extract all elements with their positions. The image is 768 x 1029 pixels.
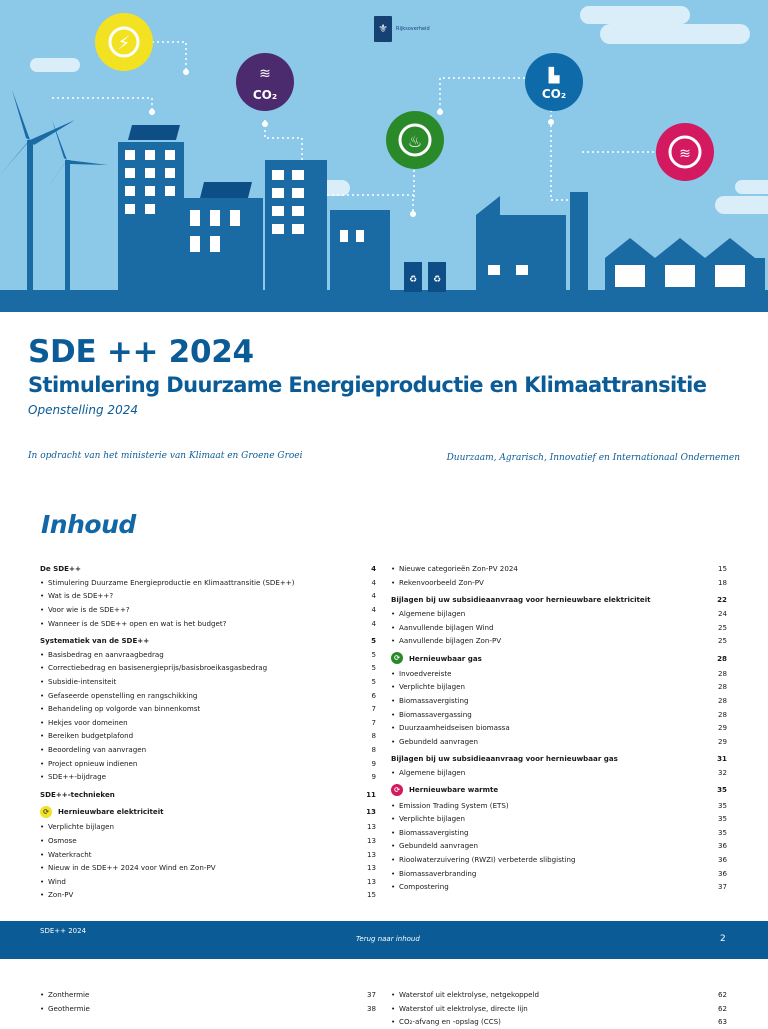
toc-entry-label (391, 855, 576, 864)
bullet-icon: • (391, 882, 396, 892)
toc-entry-text: Rioolwaterzuivering (RWZI) verbeterde slibgisting (399, 854, 576, 864)
toc-item-link[interactable] (40, 847, 376, 861)
toc-page-number: 22 (717, 595, 727, 605)
toc-entry-label (391, 784, 498, 796)
toc-page-number: 25 (717, 636, 727, 646)
toc-entry-text: CO₂-afvang en -opslag (CCS) (399, 1017, 501, 1027)
toc-entry-text: Wind (48, 876, 66, 886)
toc-entry-label (40, 578, 295, 587)
toc-page-number: 5 (371, 677, 376, 687)
bullet-icon: • (40, 849, 45, 859)
toc-page-number: 31 (717, 754, 727, 764)
toc-item-link[interactable] (40, 616, 376, 630)
bullet-icon: • (40, 690, 45, 700)
toc-page-number: 36 (717, 854, 727, 864)
toc-page-number: 4 (371, 564, 376, 574)
toc-entry-text: Subsidie-intensiteit (48, 677, 117, 687)
toc-page-number: 28 (717, 653, 727, 663)
toc-entry-label (391, 801, 509, 810)
bullet-icon: • (40, 835, 45, 845)
toc-entry-label (391, 578, 484, 587)
toc-entry-label (391, 595, 651, 604)
bullet-icon: • (391, 636, 396, 646)
organisation-label: Duurzaam, Agrarisch, Innovatief en Internationaal Ondernemen (446, 453, 740, 463)
toc-item-link[interactable] (391, 1015, 727, 1029)
toc-item-link[interactable] (391, 721, 727, 735)
page-footer (0, 921, 768, 959)
toc-entry-label (40, 850, 92, 859)
toc-entry-text: Zon-PV (48, 890, 74, 900)
toc-entry-label (391, 768, 465, 777)
toc-entry-label (40, 745, 146, 754)
toc-page-number: 32 (717, 768, 727, 778)
toc-entry-text: Aanvullende bijlagen Zon-PV (399, 636, 502, 646)
toc-entry-label (391, 869, 476, 878)
toc-entry-label (40, 564, 81, 573)
bullet-icon: • (40, 577, 45, 587)
toc-item-link[interactable] (40, 576, 376, 590)
renewable-fire-icon (386, 111, 444, 169)
bullet-icon: • (40, 717, 45, 727)
toc-entry-text: Wanneer is de SDE++ open en wat is het budget? (48, 618, 227, 628)
toc-item-link[interactable] (391, 620, 727, 634)
bullet-icon: • (391, 682, 396, 692)
toc-entry-label (40, 990, 89, 999)
toc-entry-text: Algemene bijlagen (399, 768, 466, 778)
toc-left-column (40, 562, 376, 902)
svg-text:♨: ♨ (407, 132, 423, 151)
factory-co2-icon (525, 53, 583, 111)
toc-page-number: 8 (371, 745, 376, 755)
toc-item-link[interactable] (391, 880, 727, 894)
bullet-icon: • (391, 868, 396, 878)
toc-section-link[interactable] (391, 752, 727, 766)
toc-item-link[interactable] (40, 888, 376, 902)
toc-entry-text: Basisbedrag en aanvraagbedrag (48, 649, 164, 659)
toc-entry-text: Waterkracht (48, 849, 92, 859)
toc-entry-label (40, 591, 113, 600)
toc-page-number: 13 (366, 807, 376, 817)
toc-entry-label (40, 863, 216, 872)
toc-item-link[interactable] (391, 798, 727, 812)
toc-item-link[interactable] (391, 866, 727, 880)
toc-item-link[interactable] (391, 680, 727, 694)
bullet-icon: • (40, 890, 45, 900)
toc-entry-label (391, 1004, 528, 1013)
lightning-icon (95, 13, 153, 71)
toc-entry-label (40, 605, 130, 614)
toc-entry-label (391, 990, 539, 999)
city-skyline-illustration (0, 0, 768, 312)
toc-entry-text: Behandeling op volgorde van binnenkomst (48, 704, 201, 714)
svg-text:≋: ≋ (259, 66, 271, 82)
toc-entry-text: Beoordeling van aanvragen (48, 745, 147, 755)
bullet-icon: • (40, 731, 45, 741)
page-subtitle: Stimulering Duurzame Energieproductie en Klimaattransitie (28, 373, 707, 397)
toc-entry-label (391, 696, 468, 705)
toc-page-number: 24 (717, 609, 727, 619)
toc-entry-text: Biomassavergassing (399, 709, 472, 719)
toc-page-number: 36 (717, 841, 727, 851)
toc-item-link[interactable] (391, 766, 727, 780)
toc-entry-label (391, 1017, 501, 1026)
bullet-icon: • (40, 863, 45, 873)
bullet-icon: • (391, 1003, 396, 1013)
toc-entry-text: Waterstof uit elektrolyse, directe lijn (399, 1003, 528, 1013)
toc-item-link[interactable] (40, 702, 376, 716)
toc-item-link[interactable] (391, 735, 727, 749)
bullet-icon: • (391, 827, 396, 837)
svg-text:▙: ▙ (548, 68, 560, 84)
toc-page-number: 36 (717, 868, 727, 878)
toc-page-number: 28 (717, 682, 727, 692)
bullet-icon: • (391, 564, 396, 574)
toc-right-column (391, 562, 727, 893)
bullet-icon: • (40, 745, 45, 755)
toc-entry-label (40, 822, 114, 831)
toc-entry-label (391, 814, 465, 823)
toc-item-link[interactable] (391, 839, 727, 853)
toc-item-link[interactable] (40, 661, 376, 675)
toc-page-number: 9 (371, 758, 376, 768)
toc-entry-label (391, 669, 452, 678)
toc-item-link[interactable] (391, 607, 727, 621)
bullet-icon: • (40, 663, 45, 673)
toc-entry-text: Gebundeld aanvragen (399, 736, 478, 746)
toc-item-link[interactable] (40, 675, 376, 689)
toc-entry-text: Rekenvoorbeeld Zon-PV (399, 577, 484, 587)
svg-text:CO₂: CO₂ (541, 87, 567, 101)
toc-item-link[interactable] (391, 826, 727, 840)
opening-label: Openstelling 2024 (28, 403, 138, 417)
svg-text:♻: ♻ (432, 275, 442, 285)
toc-entry-text: De SDE++ (40, 564, 81, 574)
toc-item-link[interactable] (391, 667, 727, 681)
bullet-icon: • (40, 605, 45, 615)
footer-doc-title: SDE++ 2024 (40, 927, 87, 935)
toc-entry-text: Verplichte bijlagen (399, 814, 465, 824)
toc-item-link[interactable] (40, 756, 376, 770)
toc-page-number: 9 (371, 772, 376, 782)
toc-page-number: 62 (717, 1003, 727, 1013)
bullet-icon: • (391, 709, 396, 719)
toc-entry-text: Verplichte bijlagen (399, 682, 465, 692)
toc-entry-label (40, 877, 66, 886)
toc-item-link[interactable] (391, 707, 727, 721)
next-page-left-column (40, 988, 376, 1015)
toc-item-link[interactable] (391, 812, 727, 826)
coat-of-arms-icon: ⚜ (374, 16, 392, 42)
toc-page-number: 29 (717, 723, 727, 733)
toc-entry-label (40, 691, 197, 700)
toc-page-number: 8 (371, 731, 376, 741)
heat-recycle-icon (656, 123, 714, 181)
toc-item-link[interactable] (40, 1002, 376, 1016)
bullet-icon: • (391, 696, 396, 706)
bullet-icon: • (40, 822, 45, 832)
toc-item-link[interactable] (40, 716, 376, 730)
bullet-icon: • (391, 577, 396, 587)
toc-entry-text: Gefaseerde openstelling en rangschikking (48, 690, 198, 700)
toc-entry-text: Zonthermie (48, 990, 90, 1000)
toc-entry-text: Bereiken budgetplafond (48, 731, 134, 741)
toc-category-link[interactable] (40, 803, 376, 820)
toc-page-number: 7 (371, 704, 376, 714)
toc-entry-label (40, 731, 133, 740)
toc-item-link[interactable] (40, 834, 376, 848)
toc-entry-label (40, 636, 149, 645)
hero-illustration (0, 0, 768, 312)
bullet-icon: • (391, 814, 396, 824)
toc-section-link[interactable] (40, 788, 376, 802)
bullet-icon: • (391, 736, 396, 746)
toc-item-link[interactable] (40, 729, 376, 743)
toc-section-link[interactable] (391, 593, 727, 607)
toc-entry-label (40, 759, 137, 768)
toc-item-link[interactable] (391, 576, 727, 590)
toc-item-link[interactable] (40, 648, 376, 662)
toc-entry-text: Biomassavergisting (399, 827, 469, 837)
toc-section-link[interactable] (40, 634, 376, 648)
toc-item-link[interactable] (391, 1002, 727, 1016)
toc-item-link[interactable] (40, 589, 376, 603)
bullet-icon: • (391, 622, 396, 632)
toc-page-number: 18 (717, 577, 727, 587)
toc-entry-text: Nieuwe categorieën Zon-PV 2024 (399, 564, 518, 574)
toc-entry-label (391, 841, 478, 850)
gas-category-icon: ⟳ (391, 652, 403, 664)
toc-entry-text: Stimulering Duurzame Energieproductie en Klimaattransitie (SDE++) (48, 577, 295, 587)
page-title: SDE ++ 2024 (28, 334, 254, 370)
toc-page-number: 13 (366, 822, 376, 832)
electricity-category-icon: ⟳ (40, 806, 52, 818)
toc-entry-text: Osmose (48, 835, 77, 845)
bullet-icon: • (391, 841, 396, 851)
toc-page-number: 28 (717, 696, 727, 706)
toc-entry-text: Nieuw in de SDE++ 2024 voor Wind en Zon-PV (48, 863, 216, 873)
toc-entry-text: Voor wie is de SDE++? (48, 605, 130, 615)
toc-page-number: 4 (371, 577, 376, 587)
toc-entry-text: Emission Trading System (ETS) (399, 800, 509, 810)
toc-page-number: 7 (371, 717, 376, 727)
toc-entry-text: Gebundeld aanvragen (399, 841, 478, 851)
toc-item-link[interactable] (40, 743, 376, 757)
bullet-icon: • (391, 854, 396, 864)
toc-category-link[interactable] (391, 781, 727, 798)
toc-page-number: 15 (717, 564, 727, 574)
toc-item-link[interactable] (40, 861, 376, 875)
next-page-right-column (391, 988, 727, 1029)
toc-entry-text: Wat is de SDE++? (48, 591, 114, 601)
heat-co2-icon (236, 53, 294, 111)
bullet-icon: • (40, 990, 45, 1000)
bullet-icon: • (40, 649, 45, 659)
toc-entry-text: Invoedvereiste (399, 668, 452, 678)
toc-page-number: 13 (366, 876, 376, 886)
bullet-icon: • (391, 768, 396, 778)
bullet-icon: • (391, 609, 396, 619)
toc-item-link[interactable] (391, 988, 727, 1002)
toc-page-number: 35 (717, 827, 727, 837)
toc-item-link[interactable] (40, 820, 376, 834)
toc-page-number: 5 (371, 649, 376, 659)
toc-entry-label (391, 652, 482, 664)
toc-entry-text: Compostering (399, 882, 449, 892)
toc-item-link[interactable] (391, 694, 727, 708)
toc-page-number: 37 (366, 990, 376, 1000)
toc-entry-label (40, 836, 77, 845)
bullet-icon: • (40, 1003, 45, 1013)
toc-entry-text: Bijlagen bij uw subsidieaanvraag voor hernieuwbaar gas (391, 754, 618, 764)
toc-page-number: 6 (371, 690, 376, 700)
toc-page-number: 62 (717, 990, 727, 1000)
toc-item-link[interactable] (391, 853, 727, 867)
toc-entry-text: Correctiebedrag en basisenergieprijs/basisbroeikasgasbedrag (48, 663, 268, 673)
toc-entry-text: SDE++-bijdrage (48, 772, 106, 782)
toc-entry-label (391, 710, 472, 719)
toc-entry-text: Bijlagen bij uw subsidieaanvraag voor hernieuwbare elektriciteit (391, 595, 651, 605)
toc-item-link[interactable] (391, 562, 727, 576)
toc-entry-text: Hernieuwbaar gas (409, 653, 482, 663)
toc-page-number: 13 (366, 849, 376, 859)
toc-page-number: 35 (717, 814, 727, 824)
client-label: In opdracht van het ministerie van Klimaat en Groene Groei (28, 451, 303, 461)
toc-entry-text: Aanvullende bijlagen Wind (399, 622, 494, 632)
toc-category-link[interactable] (391, 650, 727, 667)
toc-item-link[interactable] (40, 770, 376, 784)
svg-text:⚡: ⚡ (117, 33, 131, 54)
toc-page-number: 28 (717, 668, 727, 678)
toc-item-link[interactable] (40, 874, 376, 888)
svg-text:≋: ≋ (679, 146, 691, 162)
toc-page-number: 63 (717, 1017, 727, 1027)
toc-entry-label (391, 828, 468, 837)
toc-page-number: 37 (717, 882, 727, 892)
toc-page-number: 13 (366, 863, 376, 873)
toc-page-number: 4 (371, 605, 376, 615)
toc-entry-label (391, 723, 510, 732)
svg-text:CO₂: CO₂ (252, 88, 278, 102)
bullet-icon: • (40, 704, 45, 714)
toc-item-link[interactable] (40, 603, 376, 617)
toc-entry-label (40, 790, 115, 799)
toc-entry-text: Biomassavergisting (399, 696, 469, 706)
toc-entry-label (391, 564, 518, 573)
heat-category-icon: ⟳ (391, 784, 403, 796)
bullet-icon: • (40, 876, 45, 886)
toc-item-link[interactable] (40, 688, 376, 702)
bullet-icon: • (40, 677, 45, 687)
svg-text:♻: ♻ (408, 275, 418, 285)
toc-entry-label (391, 882, 449, 891)
toc-item-link[interactable] (40, 988, 376, 1002)
toc-entry-label (40, 650, 164, 659)
page-number: 2 (720, 934, 726, 944)
toc-entry-text: Algemene bijlagen (399, 609, 466, 619)
toc-entry-label (40, 1004, 90, 1013)
toc-section-link[interactable] (40, 562, 376, 576)
rijksoverheid-logo (374, 16, 430, 42)
toc-entry-text: Hernieuwbare warmte (409, 785, 499, 795)
toc-entry-label (40, 619, 226, 628)
toc-entry-text: Waterstof uit elektrolyse, netgekoppeld (399, 990, 540, 1000)
toc-entry-text: Hekjes voor domeinen (48, 717, 128, 727)
bullet-icon: • (40, 618, 45, 628)
toc-entry-label (40, 806, 164, 818)
toc-page-number: 38 (366, 1003, 376, 1013)
toc-page-number: 35 (717, 785, 727, 795)
bullet-icon: • (391, 800, 396, 810)
toc-entry-text: Biomassaverbranding (399, 868, 477, 878)
toc-page-number: 35 (717, 800, 727, 810)
toc-item-link[interactable] (391, 634, 727, 648)
toc-entry-text: Hernieuwbare elektriciteit (58, 807, 164, 817)
back-to-toc-link[interactable]: Terug naar inhoud (356, 935, 420, 943)
toc-entry-label (391, 609, 465, 618)
bullet-icon: • (391, 668, 396, 678)
toc-entry-label (391, 754, 618, 763)
toc-page-number: 28 (717, 709, 727, 719)
toc-page-number: 11 (366, 789, 376, 799)
toc-page-number: 13 (366, 835, 376, 845)
toc-heading: Inhoud (41, 510, 136, 539)
toc-entry-text: SDE++-technieken (40, 789, 115, 799)
toc-entry-text: Duurzaamheidseisen biomassa (399, 723, 510, 733)
toc-page-number: 5 (371, 663, 376, 673)
bullet-icon: • (391, 1017, 396, 1027)
bullet-icon: • (391, 723, 396, 733)
toc-entry-text: Systematiek van de SDE++ (40, 636, 150, 646)
toc-entry-label (391, 682, 465, 691)
toc-page-number: 25 (717, 622, 727, 632)
toc-entry-label (391, 623, 494, 632)
toc-entry-label (40, 663, 267, 672)
bullet-icon: • (40, 758, 45, 768)
bullet-icon: • (40, 591, 45, 601)
toc-page-number: 29 (717, 736, 727, 746)
toc-entry-label (40, 677, 116, 686)
toc-page-number: 5 (371, 636, 376, 646)
toc-page-number: 4 (371, 591, 376, 601)
toc-entry-text: Geothermie (48, 1003, 90, 1013)
toc-page-number: 4 (371, 618, 376, 628)
toc-entry-label (391, 636, 501, 645)
toc-entry-label (391, 737, 478, 746)
toc-entry-label (40, 772, 106, 781)
toc-entry-label (40, 890, 73, 899)
logo-text: Rijksoverheid (396, 26, 430, 32)
toc-entry-text: Project opnieuw indienen (48, 758, 138, 768)
toc-entry-label (40, 718, 128, 727)
bullet-icon: • (40, 772, 45, 782)
toc-page-number: 15 (366, 890, 376, 900)
toc-entry-text: Verplichte bijlagen (48, 822, 114, 832)
bullet-icon: • (391, 990, 396, 1000)
toc-entry-label (40, 704, 200, 713)
